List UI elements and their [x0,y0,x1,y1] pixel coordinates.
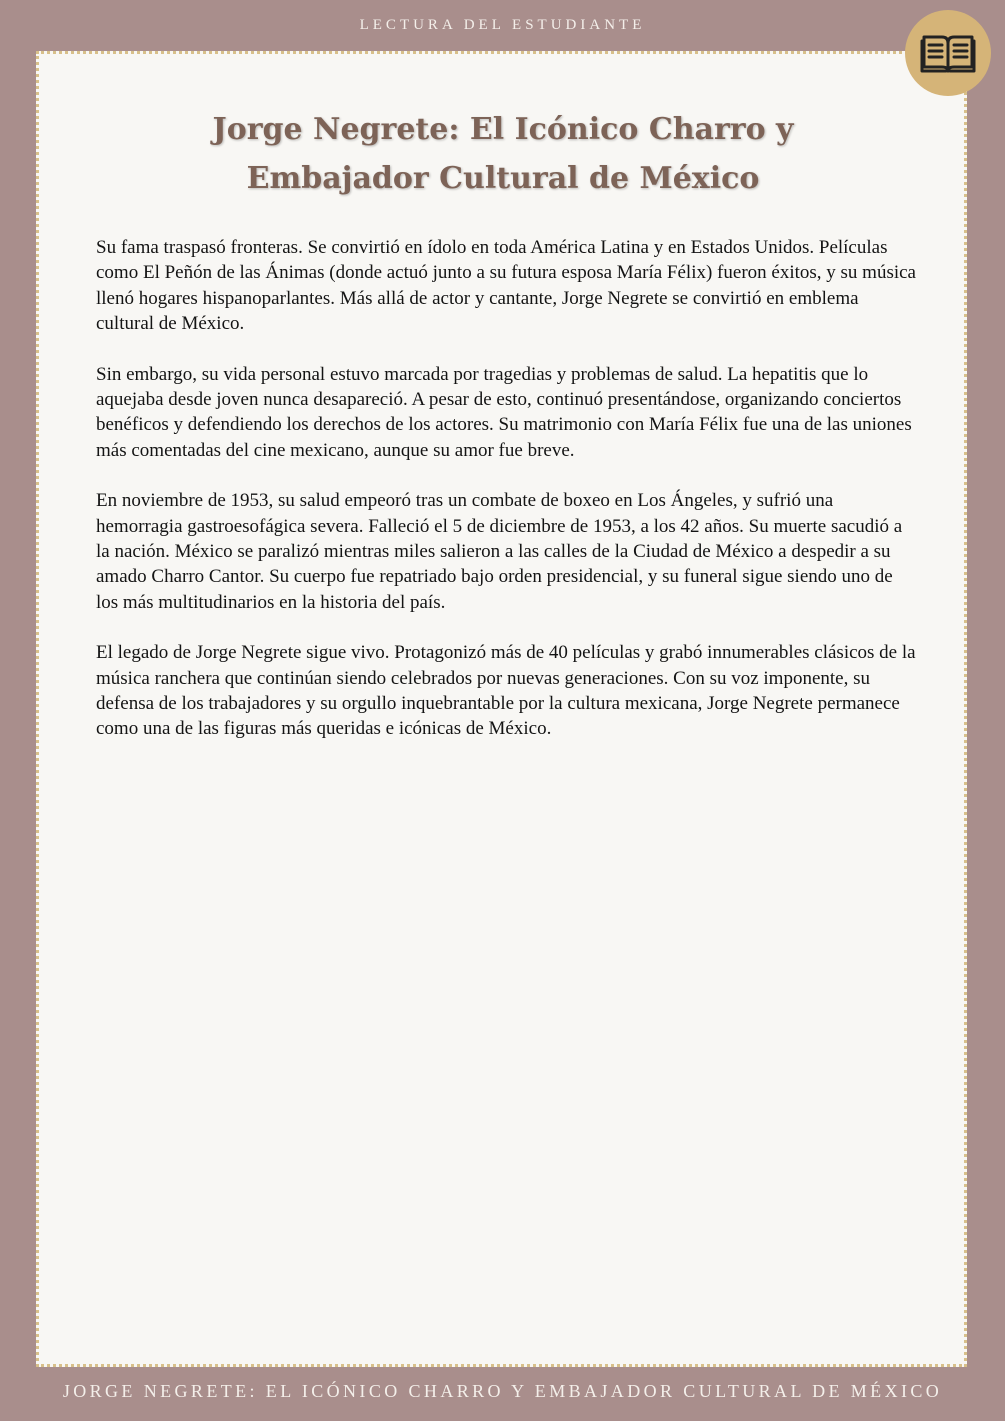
article-title [90,105,916,203]
article-title-line-2: Embajador Cultural de México [246,161,760,196]
article-paragraph: Sin embargo, su vida personal estuvo marcada por tragedias y problemas de salud. La hepatitis que lo aquejaba desde joven nunca desapareció. A pesar de esto, continuó presentándose, organizando conciertos benéficos y defendiendo los derechos de los actores. Su matrimonio con María Félix fue una de las uniones más comentadas del cine mexicano, aunque su amor fue breve. [96,363,912,461]
article-paragraph: Su fama traspasó fronteras. Se convirtió en ídolo en toda América Latina y en Estados Unidos. Películas como El Peñón de las Ánimas (donde actuó junto a su futura esposa María Félix) fueron éxitos, y su música llenó hogares hispanoparlantes. Más allá de actor y cantante, Jorge Negrete se convirtió en emblema cultural de México. [96,237,916,334]
open-book-icon [920,31,976,75]
book-badge [905,10,991,96]
header-label: LECTURA DEL ESTUDIANTE [359,17,646,33]
article-paragraph: En noviembre de 1953, su salud empeoró tras un combate de boxeo en Los Ángeles, y sufrió una hemorragia gastroesofágica severa. Falleció el 5 de diciembre de 1953, a los 42 años. Su muerte sacudió a la nación. México se paralizó mientras miles salieron a las calles de la Ciudad de México a despedir a su amado Charro Cantor. Su cuerpo fue repatriado bajo orden presidencial, y su funeral sigue siendo uno de los más multitudinarios en la historia del país. [96,490,903,613]
article-paragraph: El legado de Jorge Negrete sigue vivo. Protagonizó más de 40 películas y grabó innumerables clásicos de la música ranchera que continúan siendo celebrados por nuevas generaciones. Con su voz imponente, su defensa de los trabajadores y su orgullo inquebrantable por la cultura mexicana, Jorge Negrete permanece como una de las figuras más queridas e icónicas de México. [96,642,916,740]
article-title-line-1: Jorge Negrete: El Icónico Charro y [212,112,794,147]
article-body [96,235,918,767]
footer-label: JORGE NEGRETE: EL ICÓNICO CHARRO Y EMBAJADOR CULTURAL DE MÉXICO [62,1381,943,1401]
